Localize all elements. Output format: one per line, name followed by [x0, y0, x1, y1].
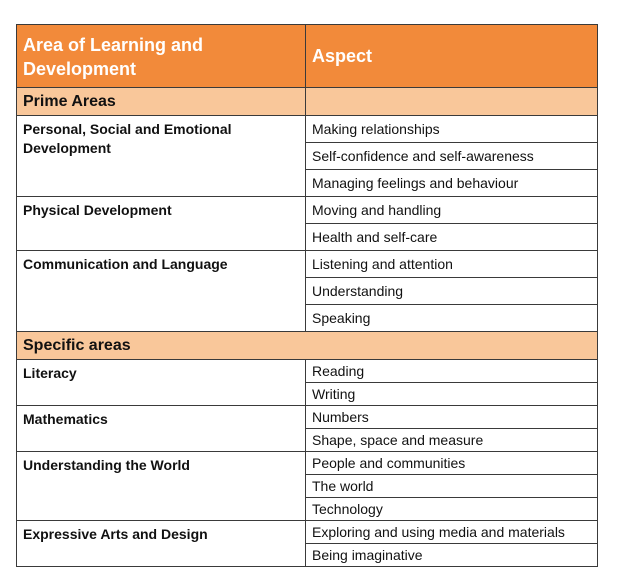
aspect-cell: Writing [306, 383, 598, 406]
area-cell: Physical Development [17, 197, 306, 251]
aspect-cell: People and communities [306, 452, 598, 475]
aspect-cell: Reading [306, 360, 598, 383]
area-cell: Personal, Social and Emotional Development [17, 116, 306, 197]
aspect-cell: Shape, space and measure [306, 429, 598, 452]
aspect-cell: Speaking [306, 305, 598, 332]
table-header-row [17, 25, 598, 88]
area-cell: Expressive Arts and Design [17, 521, 306, 567]
eyfs-table-container [16, 24, 597, 567]
header-aspect: Aspect [306, 25, 598, 88]
area-cell: Mathematics [17, 406, 306, 452]
aspect-cell: Exploring and using media and materials [306, 521, 598, 544]
table-row [17, 251, 598, 278]
table-row [17, 116, 598, 143]
aspect-cell: Numbers [306, 406, 598, 429]
aspect-cell: The world [306, 475, 598, 498]
section-title: Specific areas [17, 332, 598, 360]
aspect-cell: Health and self-care [306, 224, 598, 251]
table-row [17, 360, 598, 383]
aspect-cell: Managing feelings and behaviour [306, 170, 598, 197]
aspect-cell: Listening and attention [306, 251, 598, 278]
area-cell: Understanding the World [17, 452, 306, 521]
header-area: Area of Learning and Development [17, 25, 306, 88]
section-empty-cell [306, 88, 598, 116]
area-cell: Communication and Language [17, 251, 306, 332]
table-row [17, 521, 598, 544]
areas-of-learning-table [16, 24, 598, 567]
table-row [17, 406, 598, 429]
aspect-cell: Self-confidence and self-awareness [306, 143, 598, 170]
area-cell: Literacy [17, 360, 306, 406]
table-row [17, 452, 598, 475]
section-title: Prime Areas [17, 88, 306, 116]
section-row-prime-areas [17, 88, 598, 116]
aspect-cell: Technology [306, 498, 598, 521]
aspect-cell: Moving and handling [306, 197, 598, 224]
table-row [17, 197, 598, 224]
aspect-cell: Understanding [306, 278, 598, 305]
aspect-cell: Making relationships [306, 116, 598, 143]
section-row-specific-areas [17, 332, 598, 360]
aspect-cell: Being imaginative [306, 544, 598, 567]
